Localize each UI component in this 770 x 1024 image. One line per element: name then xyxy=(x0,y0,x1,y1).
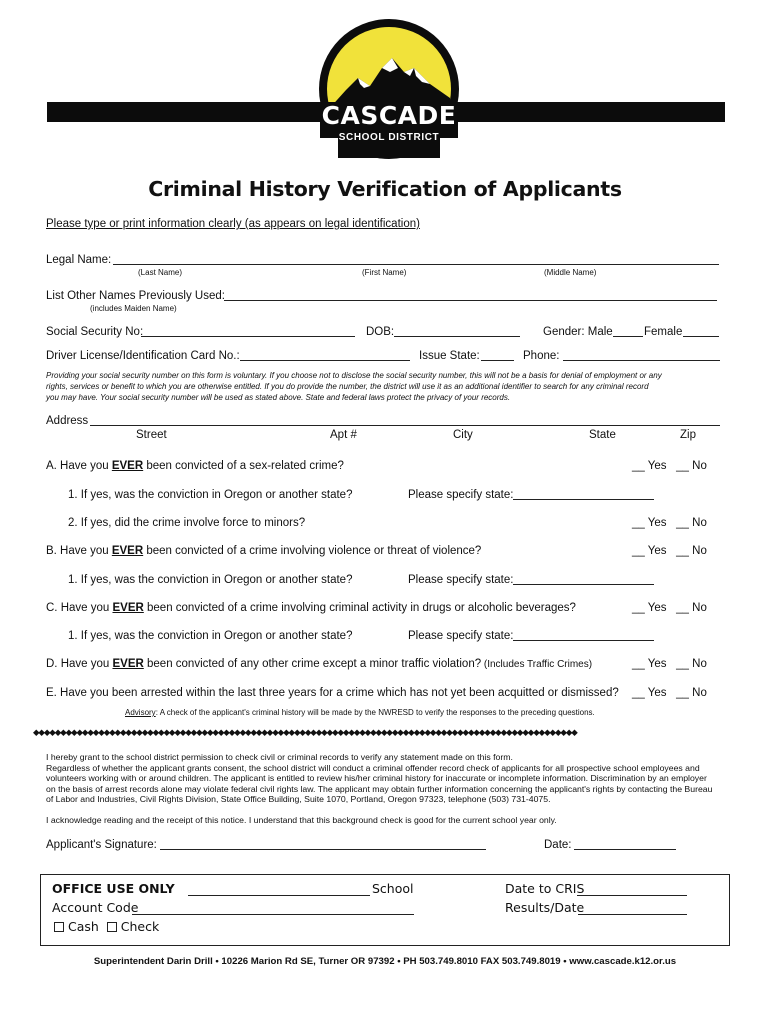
question-b xyxy=(46,545,481,557)
ssn-field[interactable] xyxy=(141,336,355,337)
ssn-label: Social Security No: xyxy=(46,326,144,338)
page-title: Criminal History Verification of Applicants xyxy=(148,177,622,201)
yes-label: Yes xyxy=(647,460,667,472)
logo-subtitle: SCHOOL DISTRICT xyxy=(338,132,440,143)
ssn-notice-line: rights, services or benefit to which you are otherwise entitled. If you do provide the number, the district will use it as an additional identifier to search for any criminal record xyxy=(46,381,649,391)
question-c-prefix: C. Have you xyxy=(46,602,113,614)
question-b1: 1. If yes, was the conviction in Oregon or another state? xyxy=(68,574,353,586)
school-field[interactable] xyxy=(188,895,370,896)
ssn-notice-line: Providing your social security number on this form is voluntary. If you choose not to disclose the social security number, this will not be a basis for denial of employment or any xyxy=(46,371,662,380)
middle-name-caption: (Middle Name) xyxy=(544,268,597,277)
ssn-notice xyxy=(46,371,736,403)
apt-caption: Apt # xyxy=(330,429,357,441)
footer-contact: Superintendent Darin Drill • 10226 Marion Rd SE, Turner OR 97392 • PH 503.749.8010 FAX 503.749.8019 • www.cascade.k12.or.us xyxy=(93,956,677,967)
signature-date-label: Date: xyxy=(544,839,572,851)
yes-checkbox[interactable]: __ Yes xyxy=(632,602,667,614)
no-label: No xyxy=(692,687,707,699)
no-label: No xyxy=(692,517,707,529)
no-label: No xyxy=(692,460,707,472)
payment-options xyxy=(54,919,159,934)
no-checkbox[interactable]: __ No xyxy=(676,460,707,472)
dob-label: DOB: xyxy=(366,326,395,338)
no-checkbox[interactable]: __ No xyxy=(676,517,707,529)
results-date-label: Results/Date xyxy=(505,900,585,915)
question-d-prefix: D. Have you xyxy=(46,658,113,670)
question-a-answer xyxy=(632,460,707,472)
acknowledge-text: I acknowledge reading and the receipt of this notice. I understand that this background check is good for the current school year only. xyxy=(46,815,557,825)
question-d-suffix: been convicted of any other crime except a minor traffic violation? xyxy=(143,658,482,670)
ever-emphasis: EVER xyxy=(112,602,144,614)
yes-checkbox[interactable]: __ Yes xyxy=(632,687,667,699)
diamond-divider: ◆◆◆◆◆◆◆◆◆◆◆◆◆◆◆◆◆◆◆◆◆◆◆◆◆◆◆◆◆◆◆◆◆◆◆◆◆◆◆◆◆◆◆◆◆◆◆◆◆◆◆◆◆◆◆◆◆◆◆◆◆◆◆◆◆◆◆◆◆◆◆◆◆◆◆◆◆◆◆◆◆◆◆◆◆◆◆◆◆◆◆◆◆◆◆◆◆◆◆◆ xyxy=(33,727,577,737)
address-field[interactable] xyxy=(90,425,720,426)
question-a1: 1. If yes, was the conviction in Oregon or another state? xyxy=(68,489,353,501)
account-code-label: Account Code xyxy=(52,900,139,915)
no-label: No xyxy=(692,602,707,614)
date-to-cris-label: Date to CRIS xyxy=(505,881,585,896)
yes-label: Yes xyxy=(647,602,667,614)
checkbox-icon xyxy=(54,922,64,932)
specify-state-field[interactable] xyxy=(513,584,654,585)
office-use-heading: OFFICE USE ONLY xyxy=(52,881,175,896)
no-label: No xyxy=(692,658,707,670)
signature-field[interactable] xyxy=(160,849,486,850)
specify-state-label: Please specify state: xyxy=(408,489,514,501)
legal-name-field[interactable] xyxy=(113,264,719,265)
other-names-label: List Other Names Previously Used: xyxy=(46,290,225,302)
signature-label: Applicant's Signature: xyxy=(46,839,157,851)
specify-state-label: Please specify state: xyxy=(408,574,514,586)
cascade-mountain-logo-icon xyxy=(318,18,460,168)
account-code-field[interactable] xyxy=(132,914,414,915)
ever-emphasis: EVER xyxy=(111,545,144,557)
license-field[interactable] xyxy=(240,360,410,361)
logo-name: CASCADE xyxy=(321,101,457,130)
yes-checkbox[interactable]: __ Yes xyxy=(632,658,667,670)
question-e-answer xyxy=(632,687,707,699)
yes-label: Yes xyxy=(647,658,667,670)
question-d-note: (Includes Traffic Crimes) xyxy=(481,659,593,670)
question-d-answer xyxy=(632,658,707,670)
question-c-suffix: been convicted of a crime involving criminal activity in drugs or alcoholic beverages? xyxy=(143,602,576,614)
question-a2-answer xyxy=(632,517,707,529)
address-label: Address xyxy=(46,415,89,427)
check-label: Check xyxy=(120,919,160,934)
issue-state-label: Issue State: xyxy=(419,350,480,362)
maiden-name-caption: (includes Maiden Name) xyxy=(90,304,177,313)
legal-name-label: Legal Name: xyxy=(46,254,112,266)
yes-checkbox[interactable]: __ Yes xyxy=(632,517,667,529)
first-name-caption: (First Name) xyxy=(362,268,407,277)
yes-label: Yes xyxy=(647,687,667,699)
advisory-label: Advisory xyxy=(125,708,156,717)
consent-line: of Labor and Industries, Civil Rights Division, State Office Building, Suite 1070, Portland, Oregon 97323, telephone (503) 731-4075. xyxy=(46,794,551,805)
state-caption: State xyxy=(589,429,616,441)
other-names-field[interactable] xyxy=(224,300,717,301)
advisory xyxy=(125,708,595,717)
no-checkbox[interactable]: __ No xyxy=(676,545,707,557)
question-b-answer xyxy=(632,545,707,557)
phone-field[interactable] xyxy=(563,360,720,361)
date-to-cris-field[interactable] xyxy=(577,895,687,896)
gender-female-label: Female xyxy=(644,326,683,338)
cash-checkbox[interactable] xyxy=(54,919,99,934)
street-caption: Street xyxy=(136,429,167,441)
ever-emphasis: EVER xyxy=(111,460,144,472)
signature-date-field[interactable] xyxy=(574,849,676,850)
gender-male-field[interactable] xyxy=(613,336,643,337)
city-caption: City xyxy=(453,429,473,441)
question-b-suffix: been convicted of a crime involving violence or threat of violence? xyxy=(143,545,482,557)
consent-line: Regardless of whether the applicant grants consent, the school district will conduct a criminal offender record check of applicants for all prospective school employees and xyxy=(46,762,700,773)
yes-label: Yes xyxy=(647,517,667,529)
instructions: Please type or print information clearly (as appears on legal identification) xyxy=(46,218,420,230)
advisory-text: : A check of the applicant's criminal history will be made by the NWRESD to verify the responses to the preceding questions. xyxy=(155,708,595,717)
question-a-prefix: A. Have you xyxy=(46,460,112,472)
no-checkbox[interactable]: __ No xyxy=(676,687,707,699)
yes-checkbox[interactable]: __ Yes xyxy=(632,545,667,557)
question-c-answer xyxy=(632,602,707,614)
question-a xyxy=(46,460,344,472)
consent-line: on the basis of arrest records alone may violate federal civil rights law. The applicant may obtain further information concerning the applicant's rights by contacting the Bureau xyxy=(46,783,713,794)
question-c1: 1. If yes, was the conviction in Oregon or another state? xyxy=(68,630,353,642)
phone-label: Phone: xyxy=(523,350,560,362)
specify-state-label: Please specify state: xyxy=(408,630,514,642)
consent-line: volunteers working with or around children. The applicant is entitled to review his/her criminal history for inaccurate or incomplete information. Discrimination by an employer xyxy=(46,773,707,784)
specify-state-field[interactable] xyxy=(513,640,654,641)
checkbox-icon xyxy=(107,922,117,932)
gender-female-field[interactable] xyxy=(683,336,719,337)
question-b-prefix: B. Have you xyxy=(46,545,112,557)
ever-emphasis: EVER xyxy=(112,658,144,670)
license-label: Driver License/Identification Card No.: xyxy=(46,350,240,362)
no-checkbox[interactable]: __ No xyxy=(676,658,707,670)
gender-male-label: Gender: Male xyxy=(543,326,613,338)
question-c xyxy=(46,602,576,614)
issue-state-field[interactable] xyxy=(481,360,514,361)
no-checkbox[interactable]: __ No xyxy=(676,602,707,614)
consent-line: I hereby grant to the school district permission to check civil or criminal records to verify any statement made on this form. xyxy=(46,752,513,762)
results-date-field[interactable] xyxy=(578,914,687,915)
yes-label: Yes xyxy=(647,545,667,557)
school-label: School xyxy=(372,881,414,896)
zip-caption: Zip xyxy=(680,429,696,441)
cash-label: Cash xyxy=(68,919,99,934)
dob-field[interactable] xyxy=(394,336,520,337)
question-a-suffix: been convicted of a sex-related crime? xyxy=(143,460,344,472)
yes-checkbox[interactable]: __ Yes xyxy=(632,460,667,472)
consent-text xyxy=(46,752,736,805)
question-a2: 2. If yes, did the crime involve force to minors? xyxy=(68,517,306,529)
specify-state-field[interactable] xyxy=(513,499,654,500)
no-label: No xyxy=(692,545,707,557)
question-e: E. Have you been arrested within the last three years for a crime which has not yet been acquitted or dismissed? xyxy=(46,687,619,699)
ssn-notice-line: you may have. Your social security number will be used as stated above. State and federal laws protect the privacy of your records. xyxy=(46,392,511,402)
check-checkbox[interactable] xyxy=(107,919,159,934)
last-name-caption: (Last Name) xyxy=(138,268,183,277)
question-d xyxy=(46,658,592,670)
